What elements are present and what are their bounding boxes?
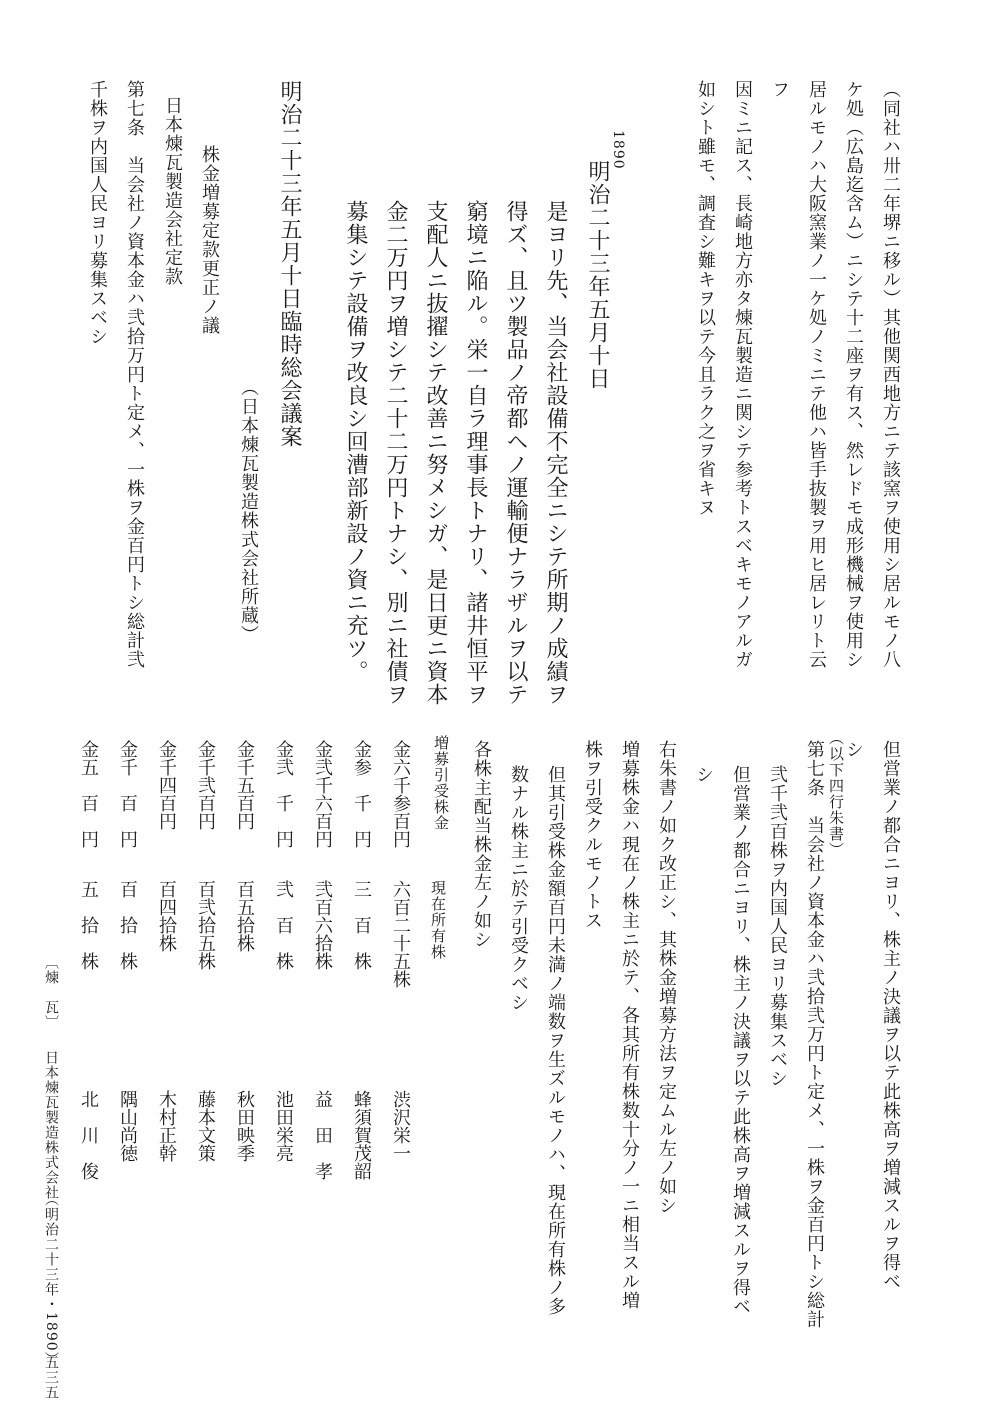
table-cell-name: 木村正幹: [156, 1090, 177, 1162]
text-line: シ: [693, 765, 714, 784]
table-cell-shares: 弐百六拾株: [312, 880, 333, 970]
text-line: フ: [769, 80, 790, 99]
red-ink-note: （以下四行朱書）: [827, 730, 845, 858]
table-cell-amount: 金千四百円: [156, 740, 177, 830]
text-line: シ: [843, 740, 864, 759]
footer-year: （明治二十三年・1890）: [43, 1192, 59, 1367]
text-line: 但営業ノ都合ニヨリ、株主ノ決議ヲ以テ此株高ヲ増減スルヲ得ベ: [880, 740, 901, 1291]
text-line: 但其引受株金額百円未満ノ端数ヲ生ズルモノハ、現在所有株ノ多: [545, 765, 566, 1316]
text-line: 株ヲ引受クルモノトス: [582, 740, 603, 930]
table-cell-shares: 百四拾株: [156, 880, 177, 952]
paragraph-line: 金二万円ヲ増シテ二十二万円トナシ、別ニ社債ヲ: [383, 200, 408, 706]
table-cell-amount: 金弐 千 円: [273, 740, 294, 848]
text-line: 各株主配当株金左ノ如シ: [471, 740, 492, 949]
table-cell-name: 北 川 俊: [78, 1090, 99, 1180]
table-cell-amount: 金参 千 円: [351, 740, 372, 848]
table-header-amount: 増募引受株金: [432, 735, 450, 831]
document-title: 明治二十三年五月十日臨時総会議案: [277, 80, 302, 448]
text-line: 第七条 当会社ノ資本金ハ弐拾弐万円ト定メ、一株ヲ金百円トシ総計: [804, 740, 825, 1329]
table-cell-shares: 弐 百 株: [273, 880, 294, 970]
table-cell-amount: 金弐千六百円: [312, 740, 333, 848]
table-cell-name: 渋沢栄一: [390, 1090, 411, 1162]
table-cell-amount: 金千五百円: [234, 740, 255, 830]
table-cell-shares: 百五拾株: [234, 880, 255, 952]
table-cell-shares: 五 拾 株: [78, 880, 99, 970]
text-line: 数ナル株主ニ於テ引受クベシ: [508, 765, 529, 1012]
table-cell-name: 藤本文策: [195, 1090, 216, 1162]
paragraph-line: 支配人ニ抜擢シテ改善ニ努メシガ、是日更ニ資本: [423, 200, 448, 706]
table-cell-amount: 金千 百 円: [117, 740, 138, 848]
articles-title: 日本煉瓦製造会社定款: [162, 96, 183, 286]
paragraph-line: 得ズ、且ツ製品ノ帝都ヘノ運輸便ナラザルヲ以テ: [503, 200, 528, 706]
table-header-shares: 現在所有株: [429, 880, 447, 960]
text-line: 因ミニ記ス、長崎地方亦タ煉瓦製造ニ関シテ参考トスベキモノアルガ: [732, 80, 753, 669]
table-cell-amount: 金千弐百円: [195, 740, 216, 830]
year-note: 1890: [610, 130, 626, 170]
page-number: 五三五: [43, 1355, 59, 1400]
footer-category: 〔煉 瓦〕: [43, 955, 59, 1030]
text-line: 但営業ノ都合ニヨリ、株主ノ決議ヲ以テ此株高ヲ増減スルヲ得ベ: [730, 765, 751, 1316]
text-line: 増募株金ハ現在ノ株主ニ於テ、各其所有株数十分ノ一ニ相当スル増: [619, 740, 640, 1310]
table-cell-name: 秋田映季: [234, 1090, 255, 1162]
table-cell-name: 池田栄亮: [273, 1090, 294, 1162]
footer-company: 日本煉瓦製造株式会社: [43, 1050, 59, 1200]
text-line: 弐千弐百株ヲ内国人民ヨリ募集スベシ: [767, 765, 788, 1088]
article-7-line: 千株ヲ内国人民ヨリ募集スベシ: [87, 80, 108, 346]
table-cell-amount: 金五 百 円: [78, 740, 99, 848]
text-line: ケ処（広島迄含ム）ニシテ十二座ヲ有ス、然レドモ成形機械ヲ使用シ: [843, 80, 864, 669]
paragraph-line: 窮境ニ陥ル。栄一自ラ理事長トナリ、諸井恒平ヲ: [463, 200, 488, 706]
table-cell-name: 益 田 孝: [312, 1090, 333, 1180]
paragraph-line: 是ヨリ先、当会社設備不完全ニシテ所期ノ成績ヲ: [543, 200, 568, 706]
table-cell-shares: 六百二十五株: [390, 880, 411, 988]
table-cell-shares: 百 拾 株: [117, 880, 138, 970]
table-cell-amount: 金六千参百円: [390, 740, 411, 848]
paragraph-line: 募集シテ設備ヲ改良シ回漕部新設ノ資ニ充ツ。: [343, 200, 368, 683]
table-cell-name: 蜂須賀茂韶: [351, 1090, 372, 1180]
agenda-item: 株金増募定款更正ノ議: [199, 145, 220, 335]
document-source: （日本煉瓦製造株式会社所蔵）: [238, 378, 259, 644]
text-line: 如シト雖モ、調査シ難キヲ以テ今且ラク之ヲ省キヌ: [695, 80, 716, 517]
table-cell-name: 隅山尚徳: [117, 1090, 138, 1162]
date-heading: 明治二十三年五月十日: [585, 160, 610, 390]
article-7-line: 第七条 当会社ノ資本金ハ弐拾万円ト定メ、一株ヲ金百円トシ総計弐: [124, 80, 145, 669]
table-cell-shares: 三 百 株: [351, 880, 372, 970]
table-cell-shares: 百弐拾五株: [195, 880, 216, 970]
text-line: 居ルモノハ大阪窯業ノ一ケ処ノミニテ他ハ皆手抜製ヲ用ヒ居レリト云: [806, 80, 827, 669]
text-line: （同社ハ卅二年堺ニ移ル）其他関西地方ニテ該窯ヲ使用シ居ルモノ八: [880, 80, 901, 669]
text-line: 右朱書ノ如ク改正シ、其株金増募方法ヲ定ムル左ノ如シ: [656, 740, 677, 1215]
